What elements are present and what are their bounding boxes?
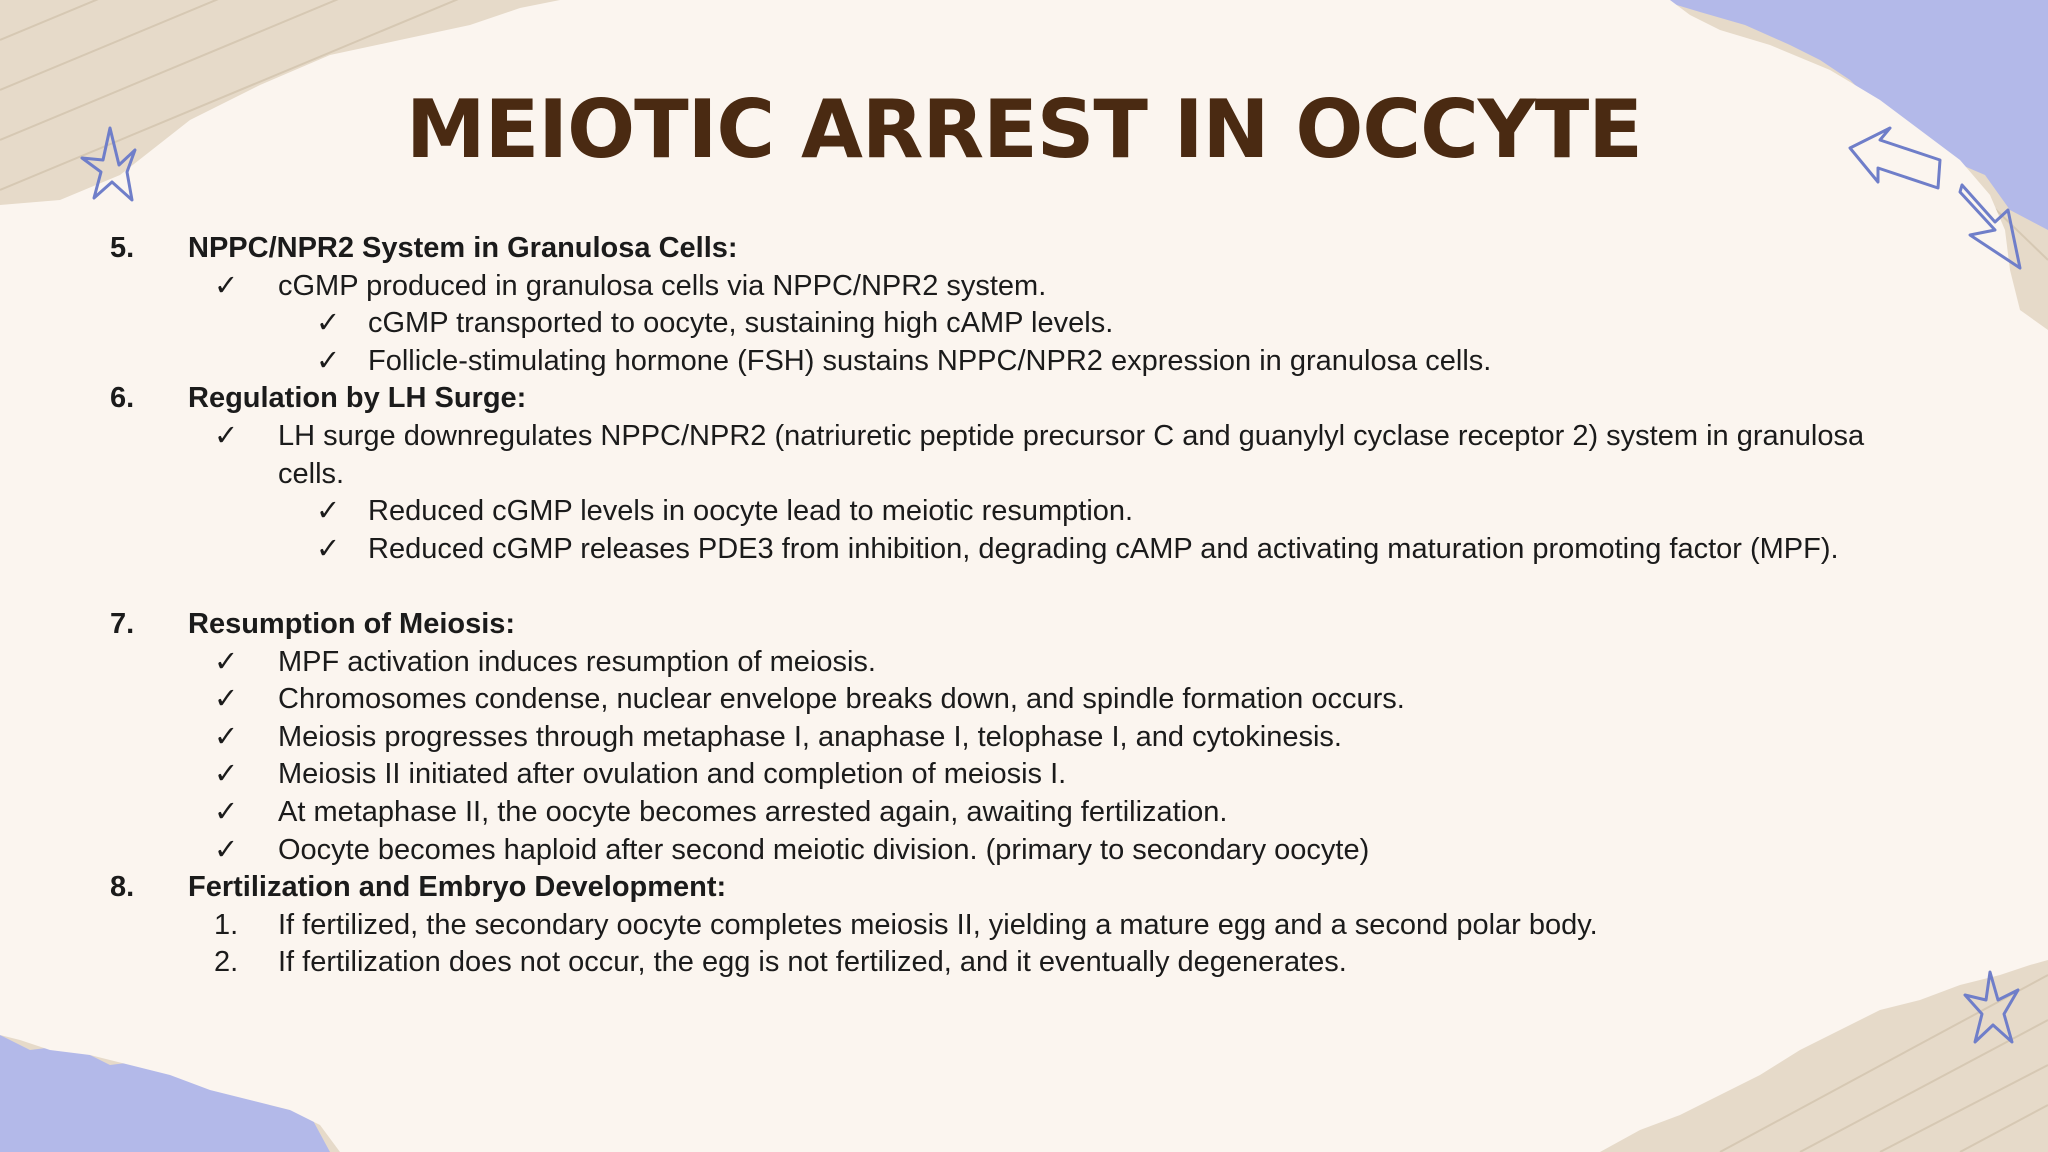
- list-item-text: cGMP transported to oocyte, sustaining high cAMP levels.: [368, 307, 1114, 340]
- section-title: Regulation by LH Surge:: [188, 382, 527, 415]
- checkmark-icon: ✓: [214, 720, 239, 753]
- list-item: [0, 944, 2048, 982]
- list-item-text: cGMP produced in granulosa cells via NPPC/NPR2 system.: [278, 269, 1047, 302]
- list-item-text: Reduced cGMP levels in oocyte lead to meiotic resumption.: [368, 495, 1134, 528]
- list-item-text: Meiosis progresses through metaphase I, anaphase I, telophase I, and cytokinesis.: [278, 720, 1342, 753]
- list-item: [0, 832, 2048, 870]
- section-number: 7.: [110, 607, 135, 640]
- list-item: [0, 681, 2048, 719]
- list-item: [0, 719, 2048, 757]
- list-item: [0, 756, 2048, 794]
- list-item-text: Chromosomes condense, nuclear envelope breaks down, and spindle formation occurs.: [278, 683, 1405, 716]
- list-item: [0, 493, 2048, 531]
- checkmark-icon: ✓: [214, 758, 239, 791]
- section-heading: [0, 606, 2048, 644]
- checkmark-icon: ✓: [214, 269, 239, 302]
- list-item-text: If fertilized, the secondary oocyte completes meiosis II, yielding a mature egg and a second polar body.: [278, 908, 1598, 941]
- list-item: [0, 794, 2048, 832]
- list-item-text: Reduced cGMP releases PDE3 from inhibition, degrading cAMP and activating maturation promoting factor (MPF).: [368, 532, 1839, 565]
- section-number: 5.: [110, 232, 135, 264]
- list-item: [0, 644, 2048, 682]
- section-title: Resumption of Meiosis:: [188, 607, 516, 640]
- list-item: [0, 531, 2048, 606]
- list-item: [0, 343, 2048, 381]
- section-heading: [0, 380, 2048, 418]
- list-item: [0, 418, 2048, 493]
- section-number: 6.: [110, 382, 135, 415]
- list-item: [0, 907, 2048, 945]
- checkmark-icon: ✓: [214, 645, 239, 678]
- section-title: Fertilization and Embryo Development:: [188, 871, 727, 904]
- checkmark-icon: ✓: [316, 495, 341, 528]
- section-number: 8.: [110, 871, 135, 904]
- list-item-text: LH surge downregulates NPPC/NPR2 (natriuretic peptide precursor C and guanylyl cyclase receptor 2) system in granulosa cells.: [278, 419, 1865, 490]
- list-item-text: Follicle-stimulating hormone (FSH) sustains NPPC/NPR2 expression in granulosa cells.: [368, 344, 1492, 377]
- list-item-text: Oocyte becomes haploid after second meiotic division. (primary to secondary oocyte): [278, 833, 1370, 866]
- checkmark-icon: ✓: [214, 795, 239, 828]
- outline: [0, 230, 2048, 982]
- checkmark-icon: ✓: [316, 307, 341, 340]
- slide-title: MEIOTIC ARREST IN OCCYTE: [406, 83, 1642, 176]
- checkmark-icon: ✓: [214, 683, 239, 716]
- checkmark-icon: ✓: [214, 833, 239, 866]
- list-item-text: MPF activation induces resumption of meiosis.: [278, 645, 876, 678]
- list-item-text: At metaphase II, the oocyte becomes arrested again, awaiting fertilization.: [278, 795, 1228, 828]
- list-item-text: Meiosis II initiated after ovulation and completion of meiosis I.: [278, 758, 1067, 791]
- list-number: 2.: [214, 946, 239, 979]
- checkmark-icon: ✓: [316, 532, 341, 565]
- list-item-text: If fertilization does not occur, the egg is not fertilized, and it eventually degenerates.: [278, 946, 1347, 979]
- section-heading: [0, 869, 2048, 907]
- list-number: 1.: [214, 908, 239, 941]
- section-heading: [0, 230, 2048, 268]
- checkmark-icon: ✓: [316, 344, 341, 377]
- checkmark-icon: ✓: [214, 419, 239, 452]
- section-title: NPPC/NPR2 System in Granulosa Cells:: [188, 232, 738, 264]
- list-item: [0, 268, 2048, 306]
- list-item: [0, 305, 2048, 343]
